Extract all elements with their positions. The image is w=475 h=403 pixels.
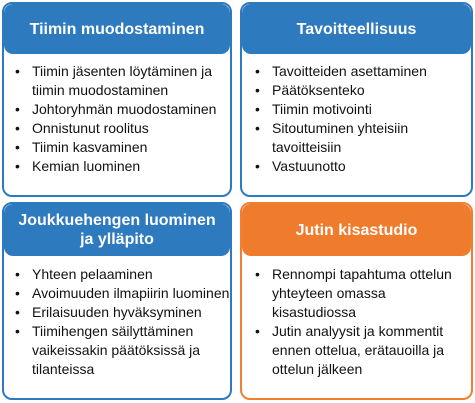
box-title: [4, 4, 230, 54]
box-title: [4, 204, 230, 256]
list-item: • Päätöksenteko: [252, 81, 468, 100]
box-studio: [240, 202, 473, 400]
list-item: • Avoimuuden ilmapiirin luominen: [12, 284, 230, 303]
list-item: • Tiimin motivointi: [252, 100, 468, 119]
list-item: • Onnistunut roolitus: [12, 119, 228, 138]
list-item: • Jutin analyysit ja kommentit ennen ottelua, erätauoilla ja ottelun jälkeen: [252, 322, 468, 379]
list-item: • Tiimihengen säilyttäminen vaikeissakin päätöksissä ja tilanteissa: [12, 322, 230, 379]
box-team-building: [2, 2, 232, 197]
box-title-text: Tiimin muodostaminen: [29, 20, 205, 38]
box-title: [242, 4, 471, 54]
list-item: • Vastuunotto: [252, 157, 468, 176]
bullet-list: [12, 62, 228, 176]
box-goal-orientation: [240, 2, 473, 197]
list-item: • Rennompi tapahtuma ottelun yhteyteen omassa kisastudiossa: [252, 265, 468, 322]
box-title-text: Joukkuehengen luominen ja ylläpito: [18, 212, 216, 248]
box-title-text: Jutin kisastudio: [295, 221, 418, 239]
list-item: • Tavoitteiden asettaminen: [252, 62, 468, 81]
list-item: • Tiimin jäsenten löytäminen ja tiimin muodostaminen: [12, 62, 228, 100]
list-item: • Kemian luominen: [12, 157, 228, 176]
box-title-text: Tavoitteellisuus: [296, 20, 417, 38]
bullet-list: [252, 265, 468, 379]
list-item: • Johtoryhmän muodostaminen: [12, 100, 228, 119]
list-item: • Erilaisuuden hyväksyminen: [12, 303, 230, 322]
list-item: • Sitoutuminen yhteisiin tavoitteisiin: [252, 119, 468, 157]
box-team-spirit: [2, 202, 232, 400]
box-title: [242, 204, 471, 256]
list-item: • Yhteen pelaaminen: [12, 265, 230, 284]
bullet-list: [12, 265, 230, 379]
list-item: • Tiimin kasvaminen: [12, 138, 228, 157]
bullet-list: [252, 62, 468, 176]
